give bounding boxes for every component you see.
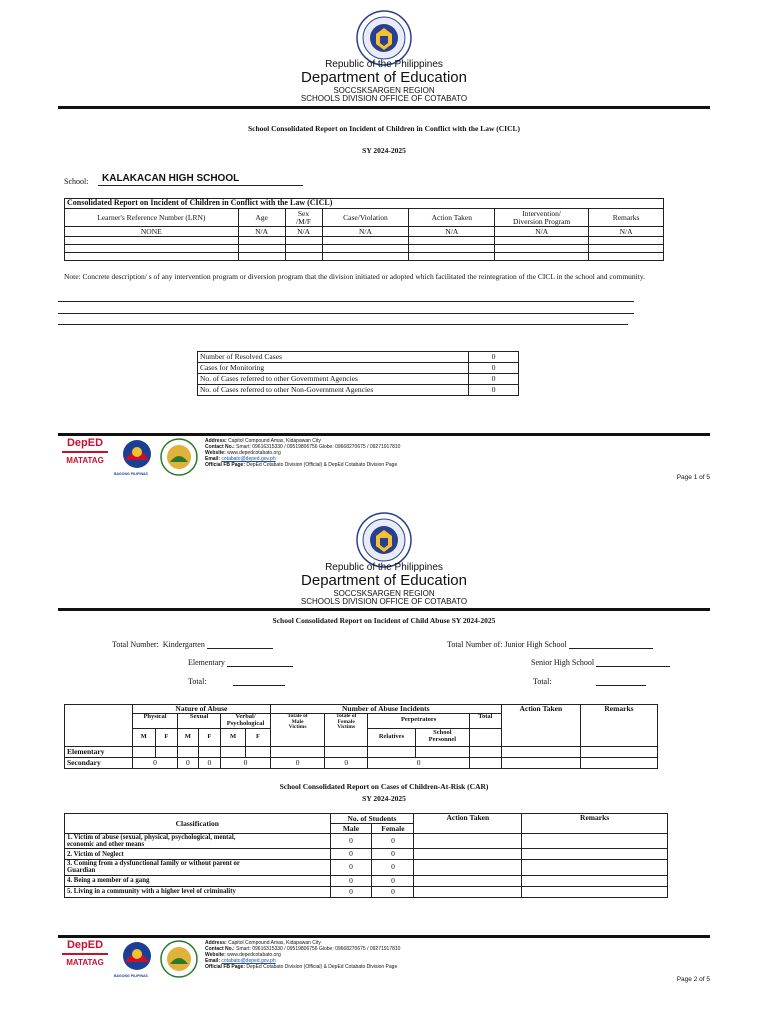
email-link[interactable]: cotabato@deped.gov.ph xyxy=(221,456,276,462)
table-row xyxy=(65,237,664,245)
matatag-text: MATATAG xyxy=(66,456,104,465)
intervention-note: Note: Concrete description/ s of any intervention program or diversion program that the division initiated or adopted which facilitated the reintegration of the CICL in the school and community. xyxy=(64,272,645,281)
abuse-remarks-header: Remarks xyxy=(580,705,657,747)
note-line-3 xyxy=(58,324,628,325)
perpetrators-header: Perpetrators xyxy=(368,713,470,728)
region-text: SOCCSKSARGEN REGION xyxy=(333,85,435,95)
total-label-left: Total: xyxy=(188,677,285,686)
republic-text: Republic of the Philippines xyxy=(325,59,443,70)
cicl-report-title: School Consolidated Report on Incident of Children in Conflict with the Law (CICL) xyxy=(248,124,520,133)
child-abuse-report-title: School Consolidated Report on Incident of Child Abuse SY 2024-2025 xyxy=(272,616,496,625)
table-row: Number of Resolved Cases 0 xyxy=(198,352,519,363)
female-header: Female xyxy=(372,824,414,834)
school-year: SY 2024-2025 xyxy=(362,146,406,155)
total-number-label: Total Number: Kindergarten xyxy=(112,640,273,649)
table-row: Cases for Monitoring 0 xyxy=(198,363,519,374)
school-underline xyxy=(98,185,303,186)
col-action: Action Taken xyxy=(409,209,495,227)
child-abuse-table: Nature of Abuse Number of Abuse Incidents Action Taken Remarks Physical Sexual Verbal/ Psychological Totale of Male Victims Totale of Female Victims Perpetrators Total M F M F M F Relatives School Personnel Elementary Secondary 0 0 0 0 0 0 0 xyxy=(64,704,658,769)
region-text: SOCCSKSARGEN REGION xyxy=(333,588,435,598)
note-line-1 xyxy=(58,301,634,302)
table-row: NONE N/A N/A N/A N/A N/A N/A xyxy=(65,227,664,237)
school-label: School: xyxy=(64,177,89,186)
email-link[interactable]: cotabato@deped.gov.ph xyxy=(221,958,276,964)
elementary-label: Elementary xyxy=(188,658,293,667)
table-row: No. of Cases referred to other Non-Government Agencies 0 xyxy=(198,385,519,396)
cases-summary-table xyxy=(197,351,519,396)
report-page-1 xyxy=(0,0,768,500)
col-sex: Sex /M/F xyxy=(285,209,322,227)
col-lrn: Learner's Reference Number (LRN) xyxy=(65,209,239,227)
bagong-pilipinas-text: BAGONG PILIPINAS xyxy=(114,472,148,476)
junior-high-label: Total Number of: Junior High School xyxy=(447,640,653,649)
matatag-text: MATATAG xyxy=(66,958,104,967)
male-header: Male xyxy=(330,824,372,834)
table-row: 2. Victim of Neglect 0 0 xyxy=(65,849,668,860)
number-of-incidents-header: Number of Abuse Incidents xyxy=(270,705,501,714)
car-school-year: SY 2024-2025 xyxy=(362,794,406,803)
total-label-right: Total: xyxy=(533,677,646,686)
table-row xyxy=(65,253,664,261)
nature-of-abuse-header: Nature of Abuse xyxy=(132,705,270,714)
footer-contact: Address: Capitol Compound Amas, Kidapawan City Contact No.: Smart: 09616315330 / 09519806756 Globe: 09668270675 / 09271917810 Website: www.depedcotabato.org Email: cotabato@deped.gov.ph Official FB Page: DepEd Cotabato Division (Official) & DepEd Cotabato Division Page xyxy=(205,438,401,468)
department-text: Department of Education xyxy=(301,572,467,589)
table-row: 3. Coming from a dysfunctional family or without parent or Guardian 0 0 xyxy=(65,860,668,875)
cicl-table-caption: Consolidated Report on Incident of Children in Conflict with the Law (CICL) xyxy=(65,199,664,209)
division-seal-icon xyxy=(160,438,198,476)
division-text: SCHOOLS DIVISION OFFICE OF COTABATO xyxy=(300,597,468,607)
col-intervention: Intervention/ Diversion Program xyxy=(495,209,589,227)
bagong-pilipinas-icon xyxy=(116,940,158,976)
header-divider xyxy=(58,106,710,109)
table-row: No. of Cases referred to other Government Agencies 0 xyxy=(198,374,519,385)
senior-high-label: Senior High School xyxy=(531,658,670,667)
deped-seal-icon xyxy=(356,10,412,66)
total-header: Total xyxy=(470,713,502,728)
row-secondary: Secondary xyxy=(65,757,133,768)
col-age: Age xyxy=(238,209,285,227)
relatives-header: Relatives xyxy=(368,728,416,746)
table-row: 1. Victim of abuse (sexual, physical, psychological, mental, economic and other means 0 0 xyxy=(65,834,668,849)
division-text: SCHOOLS DIVISION OFFICE OF COTABATO xyxy=(300,94,468,104)
physical-header: Physical xyxy=(132,713,177,728)
department-text: Department of Education xyxy=(301,69,467,86)
col-remarks: Remarks xyxy=(589,209,664,227)
header-divider xyxy=(58,608,710,611)
deped-matatag-logo xyxy=(60,438,110,465)
car-action-header: Action Taken xyxy=(414,814,522,834)
footer-divider xyxy=(58,935,710,938)
footer-contact: Address: Capitol Compound Amas, Kidapawan City Contact No.: Smart: 09616315330 / 09519806756 Globe: 09668270675 / 09271917810 Website: www.depedcotabato.org Email: cotabato@deped.gov.ph Official FB Page: DepEd Cotabato Division (Official) & DepEd Cotabato Division Page xyxy=(205,940,401,970)
page-number: Page 1 of 5 xyxy=(676,474,710,481)
abuse-action-header: Action Taken xyxy=(501,705,580,747)
classification-header: Classification xyxy=(65,814,331,834)
car-table xyxy=(64,813,668,898)
table-row: 5. Living in a community with a higher level of criminality 0 0 xyxy=(65,886,668,897)
table-row xyxy=(65,245,664,253)
table-row xyxy=(65,746,658,757)
deped-matatag-logo xyxy=(60,940,110,967)
car-report-title: School Consolidated Report on Cases of Children-At-Risk (CAR) xyxy=(279,782,489,791)
report-page-2 xyxy=(0,502,768,1002)
table-row: Secondary 0 0 0 0 0 0 0 xyxy=(65,757,658,768)
cicl-table xyxy=(64,198,664,261)
note-line-2 xyxy=(58,313,634,314)
page-number: Page 2 of 5 xyxy=(676,976,710,983)
school-name: KALAKACAN HIGH SCHOOL xyxy=(102,173,240,184)
no-students-header: No. of Students xyxy=(330,814,414,824)
division-seal-icon xyxy=(160,940,198,978)
footer-divider xyxy=(58,433,710,436)
col-case: Case/Violation xyxy=(322,209,409,227)
bagong-pilipinas-text: BAGONG PILIPINAS xyxy=(114,974,148,978)
table-row: 4. Being a member of a gang 0 0 xyxy=(65,875,668,886)
sexual-header: Sexual xyxy=(178,713,221,728)
deped-logo-text: DepED xyxy=(66,437,104,449)
school-personnel-header: School Personnel xyxy=(415,728,469,746)
total-female-header: Totale of Female Victims xyxy=(325,713,368,746)
bagong-pilipinas-icon xyxy=(116,438,158,474)
verbal-header: Verbal/ Psychological xyxy=(221,713,271,728)
deped-seal-icon xyxy=(356,512,412,568)
deped-logo-text: DepED xyxy=(66,939,104,951)
republic-text: Republic of the Philippines xyxy=(325,562,443,573)
car-remarks-header: Remarks xyxy=(522,814,668,834)
total-male-header: Totale of Male Victims xyxy=(270,713,324,746)
row-elementary: Elementary xyxy=(65,746,133,757)
